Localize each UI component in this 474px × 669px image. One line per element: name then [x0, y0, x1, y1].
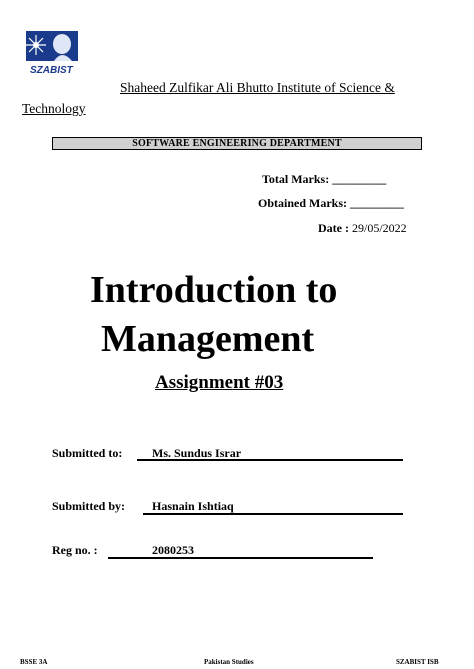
submitted-by-value: Hasnain Ishtiaq [152, 499, 234, 513]
date [318, 221, 407, 236]
institute-name-line2: Technology [22, 101, 86, 116]
submitted-to-label: Submitted to: [52, 446, 123, 460]
document-title-line2: Management [101, 318, 315, 360]
svg-text:SZABIST: SZABIST [30, 65, 73, 76]
reg-no-value: 2080253 [152, 543, 194, 557]
obtained-marks-label: Obtained Marks: [258, 196, 348, 210]
obtained-marks-value: _________ [350, 196, 405, 210]
total-marks [262, 172, 386, 187]
reg-no-label: Reg no. : [52, 543, 98, 557]
footer-left: BSSE 3A [20, 658, 48, 666]
total-marks-value: _________ [332, 172, 387, 186]
footer-right: SZABIST ISB [396, 658, 439, 666]
institute-name-line1: Shaheed Zulfikar Ali Bhutto Institute of Science & [120, 80, 395, 95]
reg-no-underline [108, 545, 373, 559]
department-banner: SOFTWARE ENGINEERING DEPARTMENT [52, 137, 422, 150]
submitted-to-value: Ms. Sundus Israr [152, 446, 242, 460]
date-label: Date : [318, 221, 349, 235]
total-marks-label: Total Marks: [262, 172, 330, 186]
submitted-by-label: Submitted by: [52, 499, 126, 513]
footer-center: Pakistan Studies [204, 658, 254, 666]
date-value: 29/05/2022 [351, 221, 407, 235]
szabist-logo [24, 29, 82, 77]
assignment-number: Assignment #03 [155, 372, 284, 393]
document-title-line1: Introduction to [90, 269, 338, 311]
obtained-marks [258, 196, 404, 211]
